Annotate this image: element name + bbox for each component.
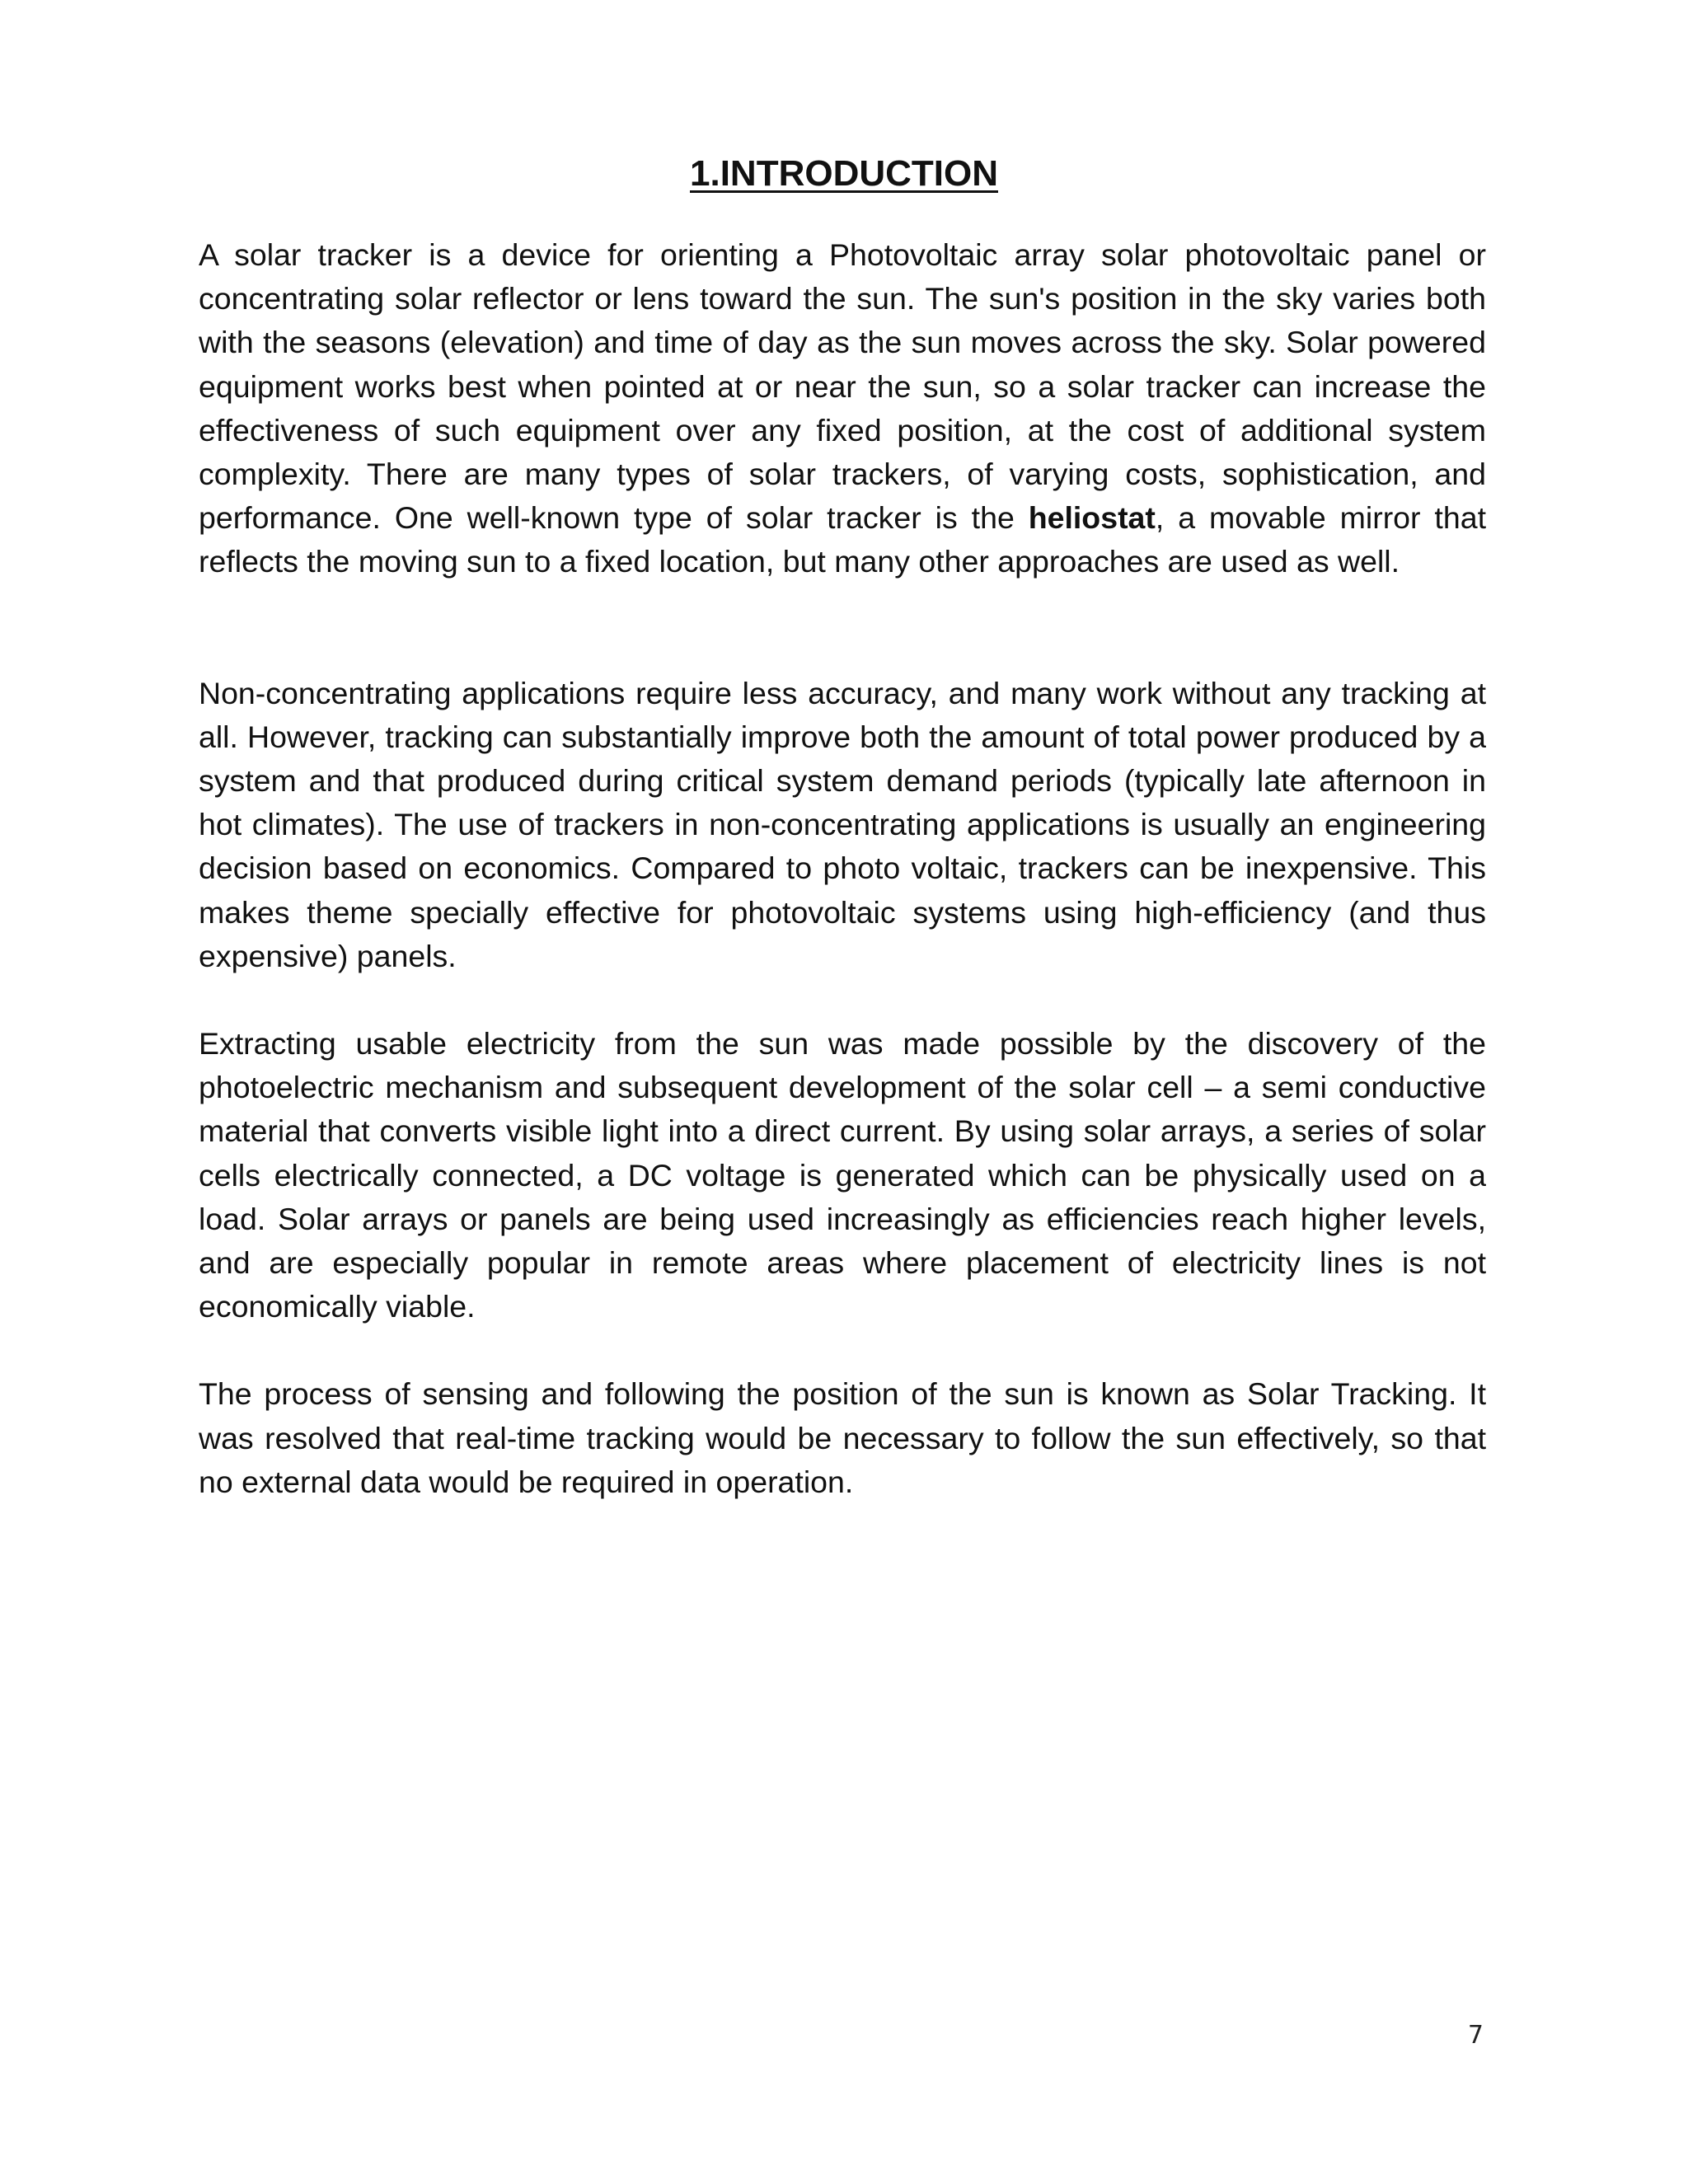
paragraph-2: Non-concentrating applications require less accuracy, and many work without any tracking at all. However, tracking can substantially improve both the amount of total power produced by a system and that produced during critical system demand periods (typically late afternoon in hot climates). The use of trackers in non-concentrating applications is usually an engineering decision based on economics. Compared to photo voltaic, trackers can be inexpensive. This makes theme specially effective for photovoltaic systems using high-efficiency (and thus expensive) panels. [199,675,1486,973]
paragraph-1-text-end: , a movable mirror that reflects the moving sun to a fixed location, but many other approaches are used as well. [199,500,1486,579]
paragraph-3: Extracting usable electricity from the sun was made possible by the discovery of the photoelectric mechanism and subsequent development of the solar cell – a semi conductive material that converts visible light into a direct current. By using solar arrays, a series of solar cells electrically connected, a DC voltage is generated which can be physically used on a load. Solar arrays or panels are being used increasingly as efficiencies reach higher levels, and are especially popular in remote areas where placement of electricity lines is not economically viable. [199,1026,1486,1324]
paragraph-1-text-start: A solar tracker is a device for orienting a Photovoltaic array solar photovoltaic panel or concentrating solar reflector or lens toward the sun. The sun's position in the sky varies both with the seasons (elevation) and time of day as the sun moves across the sky. Solar powered equipment works best when pointed at or near the sun, so a solar tracker can increase the effectiveness of such equipment over any fixed position, at the cost of additional system complexity. There are many types of solar trackers, of varying costs, sophistication, and performance. One well-known type of solar tracker is the [199,237,1486,536]
paragraph-4: The process of sensing and following the position of the sun is known as Solar Tracking. It was resolved that real-time tracking would be necessary to follow the sun effectively, so that no external data would be required in operation. [199,1376,1486,1499]
body-text [199,233,1486,1504]
bold-term-heliostat: heliostat [1028,500,1156,536]
paragraph-1 [199,233,1486,584]
section-heading: 1.INTRODUCTION [690,153,998,194]
page-number: 7 [1467,2021,1484,2050]
